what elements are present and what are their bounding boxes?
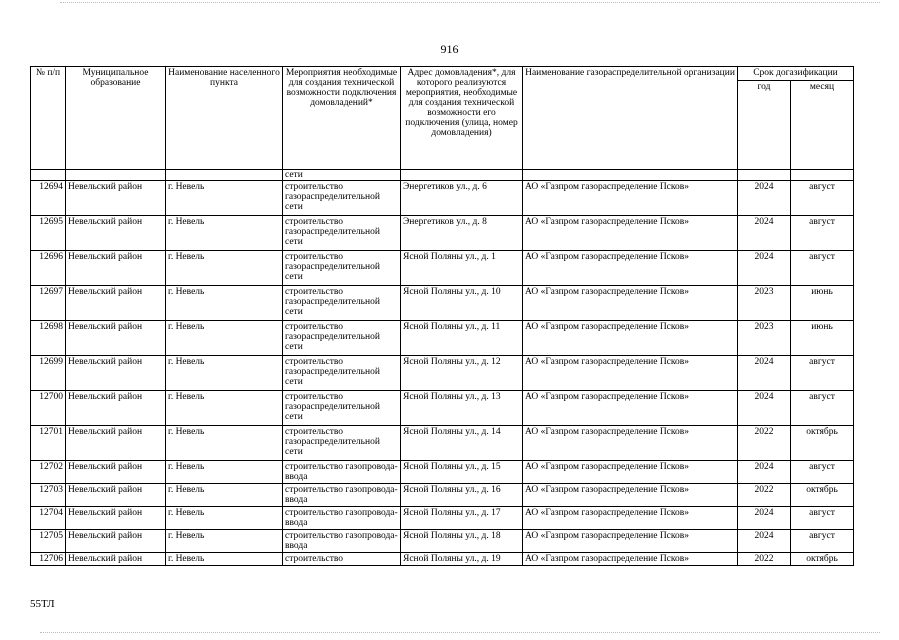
cell-measure: строительство газораспределительной сети: [283, 251, 401, 286]
cell-num: 12706: [31, 553, 66, 566]
gasification-table: [30, 66, 854, 566]
cell-settlement: г. Невель: [166, 216, 283, 251]
table-row: [31, 286, 854, 321]
table-row: [31, 461, 854, 484]
cell-num: 12702: [31, 461, 66, 484]
cell-year: 2024: [738, 461, 791, 484]
cell-month: август: [791, 507, 854, 530]
cell-organization: АО «Газпром газораспределение Псков»: [523, 321, 738, 356]
cell-settlement: г. Невель: [166, 461, 283, 484]
cell-month: октябрь: [791, 553, 854, 566]
cell-month: август: [791, 216, 854, 251]
cell-year: 2024: [738, 251, 791, 286]
cell-num: 12703: [31, 484, 66, 507]
table-row: [31, 321, 854, 356]
cell-municipality: Невельский район: [66, 251, 166, 286]
cell-month: август: [791, 181, 854, 216]
cell-month: август: [791, 530, 854, 553]
cell-year: 2022: [738, 426, 791, 461]
cell-measure: строительство газораспределительной сети: [283, 216, 401, 251]
cell-measure: строительство газораспределительной сети: [283, 391, 401, 426]
cell-address: Ясной Поляны ул., д. 11: [401, 321, 523, 356]
cell-municipality: Невельский район: [66, 426, 166, 461]
continuation-row: [31, 170, 854, 181]
continuation-cell: сети: [283, 170, 401, 181]
cell-address: Энергетиков ул., д. 8: [401, 216, 523, 251]
cell-organization: АО «Газпром газораспределение Псков»: [523, 391, 738, 426]
cell-address: Энергетиков ул., д. 6: [401, 181, 523, 216]
cell-municipality: Невельский район: [66, 181, 166, 216]
cell-year: 2023: [738, 286, 791, 321]
cell-measure: строительство газораспределительной сети: [283, 356, 401, 391]
cell-address: Ясной Поляны ул., д. 18: [401, 530, 523, 553]
cell-measure: строительство газопровода-ввода: [283, 461, 401, 484]
cell-month: август: [791, 391, 854, 426]
cell-measure: строительство газопровода-ввода: [283, 530, 401, 553]
cell-num: 12705: [31, 530, 66, 553]
table-row: [31, 553, 854, 566]
table-row: [31, 251, 854, 286]
cell-address: Ясной Поляны ул., д. 13: [401, 391, 523, 426]
cell-municipality: Невельский район: [66, 286, 166, 321]
cell-month: октябрь: [791, 484, 854, 507]
cell-municipality: Невельский район: [66, 216, 166, 251]
cell-settlement: г. Невель: [166, 251, 283, 286]
table-body: [31, 170, 854, 566]
cell-municipality: Невельский район: [66, 507, 166, 530]
cell-measure: строительство газопровода-ввода: [283, 484, 401, 507]
cell-settlement: г. Невель: [166, 530, 283, 553]
cell-municipality: Невельский район: [66, 553, 166, 566]
table-row: [31, 216, 854, 251]
cell-year: 2024: [738, 356, 791, 391]
cell-year: 2024: [738, 391, 791, 426]
cell-settlement: г. Невель: [166, 321, 283, 356]
cell-year: 2022: [738, 553, 791, 566]
cell-settlement: г. Невель: [166, 484, 283, 507]
cell-measure: строительство газораспределительной сети: [283, 321, 401, 356]
cell-year: 2022: [738, 484, 791, 507]
header-organization: Наименование газораспределительной организации: [523, 67, 738, 170]
cell-year: 2023: [738, 321, 791, 356]
cell-settlement: г. Невель: [166, 286, 283, 321]
cell-measure: строительство газопровода-ввода: [283, 507, 401, 530]
table-row: [31, 426, 854, 461]
cell-month: июнь: [791, 286, 854, 321]
gasification-table-wrapper: [30, 66, 854, 566]
header-address: Адрес домовладения*, для которого реализуются мероприятия, необходимые для создания технической возможности его подключения (улица, номер домовладения): [401, 67, 523, 170]
cell-measure: строительство газораспределительной сети: [283, 426, 401, 461]
cell-organization: АО «Газпром газораспределение Псков»: [523, 484, 738, 507]
cell-address: Ясной Поляны ул., д. 19: [401, 553, 523, 566]
cell-organization: АО «Газпром газораспределение Псков»: [523, 507, 738, 530]
cell-settlement: г. Невель: [166, 391, 283, 426]
cell-measure: строительство газораспределительной сети: [283, 181, 401, 216]
header-deadline: Срок догазификации: [738, 67, 854, 81]
cell-address: Ясной Поляны ул., д. 17: [401, 507, 523, 530]
page-number: 916: [440, 42, 459, 56]
cell-address: Ясной Поляны ул., д. 14: [401, 426, 523, 461]
cell-month: август: [791, 251, 854, 286]
cell-organization: АО «Газпром газораспределение Псков»: [523, 181, 738, 216]
cell-organization: АО «Газпром газораспределение Псков»: [523, 553, 738, 566]
header-municipality: Муниципальное образование: [66, 67, 166, 170]
cell-num: 12698: [31, 321, 66, 356]
cell-address: Ясной Поляны ул., д. 10: [401, 286, 523, 321]
cell-municipality: Невельский район: [66, 461, 166, 484]
table-row: [31, 484, 854, 507]
cell-month: июнь: [791, 321, 854, 356]
cell-num: 12696: [31, 251, 66, 286]
cell-address: Ясной Поляны ул., д. 1: [401, 251, 523, 286]
cell-num: 12699: [31, 356, 66, 391]
cell-organization: АО «Газпром газораспределение Псков»: [523, 216, 738, 251]
header-settlement: Наименование населенного пункта: [166, 67, 283, 170]
cell-municipality: Невельский район: [66, 391, 166, 426]
scan-edge-bottom: [40, 632, 880, 634]
header-measures: Мероприятия необходимые для создания технической возможности подключения домовладений*: [283, 67, 401, 170]
cell-settlement: г. Невель: [166, 356, 283, 391]
scan-edge-top: [60, 2, 880, 4]
header-month: месяц: [791, 81, 854, 170]
table-row: [31, 507, 854, 530]
cell-num: 12695: [31, 216, 66, 251]
cell-year: 2024: [738, 216, 791, 251]
cell-num: 12697: [31, 286, 66, 321]
header-year: год: [738, 81, 791, 170]
table-row: [31, 356, 854, 391]
cell-municipality: Невельский район: [66, 321, 166, 356]
cell-organization: АО «Газпром газораспределение Псков»: [523, 426, 738, 461]
cell-organization: АО «Газпром газораспределение Псков»: [523, 356, 738, 391]
cell-address: Ясной Поляны ул., д. 12: [401, 356, 523, 391]
cell-num: 12700: [31, 391, 66, 426]
cell-measure: строительство газораспределительной сети: [283, 286, 401, 321]
cell-year: 2024: [738, 507, 791, 530]
cell-municipality: Невельский район: [66, 356, 166, 391]
cell-municipality: Невельский район: [66, 484, 166, 507]
cell-year: 2024: [738, 181, 791, 216]
cell-address: Ясной Поляны ул., д. 15: [401, 461, 523, 484]
cell-settlement: г. Невель: [166, 426, 283, 461]
cell-address: Ясной Поляны ул., д. 16: [401, 484, 523, 507]
cell-organization: АО «Газпром газораспределение Псков»: [523, 461, 738, 484]
table-row: [31, 530, 854, 553]
cell-organization: АО «Газпром газораспределение Псков»: [523, 530, 738, 553]
cell-num: 12704: [31, 507, 66, 530]
cell-organization: АО «Газпром газораспределение Псков»: [523, 251, 738, 286]
cell-measure: строительство: [283, 553, 401, 566]
footer-code: 55ТЛ: [30, 598, 55, 610]
cell-settlement: г. Невель: [166, 181, 283, 216]
table-row: [31, 391, 854, 426]
cell-municipality: Невельский район: [66, 530, 166, 553]
cell-month: октябрь: [791, 426, 854, 461]
cell-settlement: г. Невель: [166, 553, 283, 566]
cell-year: 2024: [738, 530, 791, 553]
cell-num: 12701: [31, 426, 66, 461]
cell-organization: АО «Газпром газораспределение Псков»: [523, 286, 738, 321]
cell-month: август: [791, 356, 854, 391]
cell-num: 12694: [31, 181, 66, 216]
cell-month: август: [791, 461, 854, 484]
cell-settlement: г. Невель: [166, 507, 283, 530]
header-num: № п/п: [31, 67, 66, 170]
table-row: [31, 181, 854, 216]
